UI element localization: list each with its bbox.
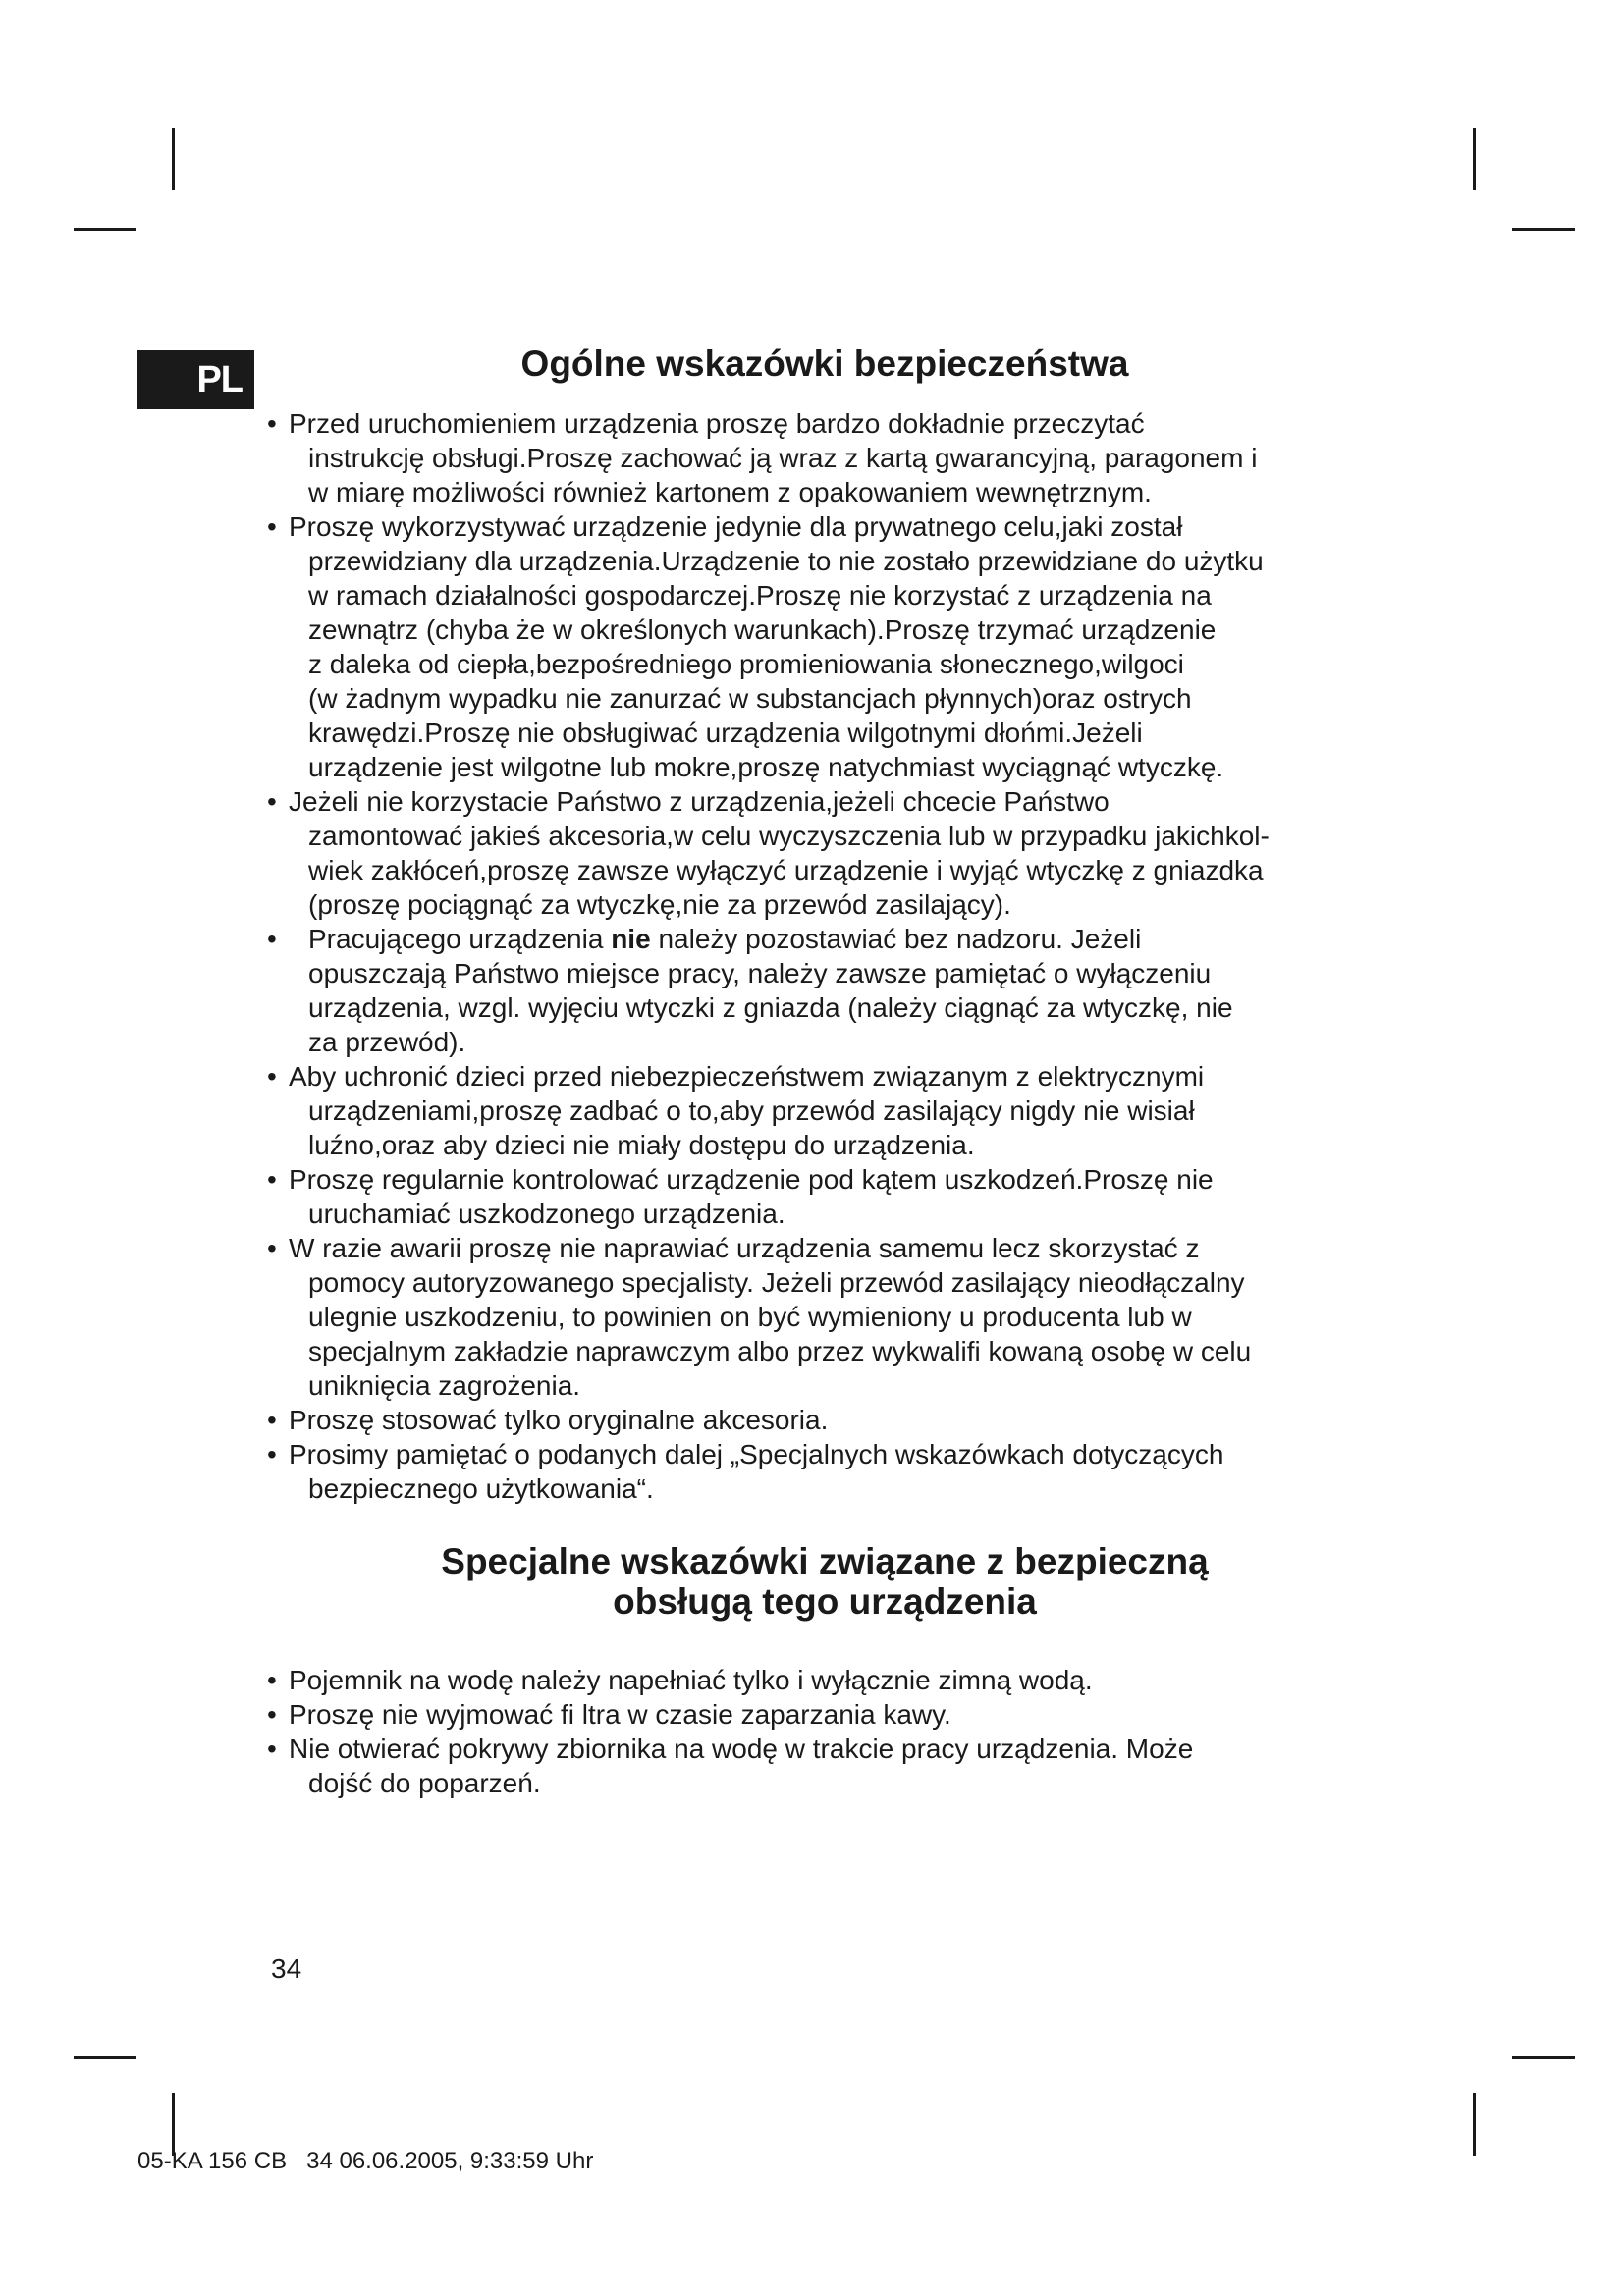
text-line: pomocy autoryzowanego specjalisty. Jeżeli przewód zasilający nieodłączalny [308, 1267, 1245, 1298]
list-item [267, 406, 1386, 509]
text-line: (proszę pociągnąć za wtyczkę,nie za przewód zasilający). [308, 889, 1011, 920]
crop-mark-top-right-horizontal [1512, 228, 1575, 231]
text-line: Jeżeli nie korzystacie Państwo z urządzenia,jeżeli chcecie Państwo [289, 786, 1110, 817]
bullet-marker: • [267, 1233, 277, 1263]
language-badge: PL [137, 350, 254, 409]
text-line: uruchamiać uszkodzonego urządzenia. [308, 1199, 785, 1229]
list-item [267, 509, 1386, 784]
bullet-marker: • [267, 1439, 277, 1469]
text-line: dojść do poparzeń. [308, 1768, 541, 1798]
text-line: w miarę możliwości również kartonem z opakowaniem wewnętrznym. [308, 477, 1152, 507]
text-line: ulegnie uszkodzeniu, to powinien on być wymieniony u producenta lub w [308, 1302, 1192, 1332]
list-item [267, 1231, 1386, 1403]
bullet-marker: • [267, 1061, 277, 1092]
list-item [267, 1437, 1386, 1506]
text-line: (w żadnym wypadku nie zanurzać w substancjach płynnych)oraz ostrych [308, 683, 1192, 714]
list-item [267, 1162, 1386, 1231]
text-line: zewnątrz (chyba że w określonych warunkach).Proszę trzymać urządzenie [308, 614, 1217, 645]
text-line: Prosimy pamiętać o podanych dalej „Specjalnych wskazówkach dotyczących [289, 1439, 1224, 1469]
text-line: uniknięcia zagrożenia. [308, 1370, 581, 1401]
text-line: Nie otwierać pokrywy zbiornika na wodę w trakcie pracy urządzenia. Może [289, 1734, 1194, 1764]
text-span: Pracującego urządzenia [308, 924, 612, 954]
list-item [267, 784, 1386, 922]
print-footer: 05-KA 156 CB 34 06.06.2005, 9:33:59 Uhr [137, 2148, 594, 2174]
text-line: z daleka od ciepła,bezpośredniego promieniowania słonecznego,wilgoci [308, 649, 1184, 679]
bullet-marker: • [267, 408, 277, 439]
section-heading-general-safety: Ogólne wskazówki bezpieczeństwa [520, 344, 1129, 384]
text-line: luźno,oraz aby dzieci nie miały dostępu do urządzenia. [308, 1130, 975, 1160]
list-item [267, 1059, 1386, 1162]
text-line: opuszczają Państwo miejsce pracy, należy zawsze pamiętać o wyłączeniu [308, 958, 1212, 988]
bullet-marker: • [267, 1405, 277, 1435]
bullet-marker: • [267, 1665, 277, 1695]
crop-mark-bottom-left-vertical [172, 2093, 175, 2156]
bullet-marker: • [267, 924, 277, 954]
heading-line: Specjalne wskazówki związane z bezpieczną [441, 1541, 1209, 1581]
crop-mark-bottom-left-horizontal [74, 2056, 136, 2059]
crop-mark-bottom-right-horizontal [1512, 2056, 1575, 2059]
text-line: Proszę wykorzystywać urządzenie jedynie dla prywatnego celu,jaki został [289, 511, 1183, 542]
bullet-marker: • [267, 511, 277, 542]
bullet-marker: • [267, 1164, 277, 1195]
text-line: Przed uruchomieniem urządzenia proszę bardzo dokładnie przeczytać [289, 408, 1145, 439]
list-item [267, 922, 1386, 1059]
text-line: Proszę nie wyjmować fi ltra w czasie zaparzania kawy. [289, 1699, 951, 1730]
page-number: 34 [271, 1953, 302, 1984]
crop-mark-bottom-right-vertical [1473, 2093, 1476, 2156]
text-line: Proszę stosować tylko oryginalne akcesoria. [289, 1405, 829, 1435]
text-line: Aby uchronić dzieci przed niebezpieczeństwem związanym z elektrycznymi [289, 1061, 1205, 1092]
emphasis-not: nie [611, 924, 651, 954]
text-line [289, 922, 1386, 956]
list-item [267, 1732, 1386, 1800]
crop-mark-top-right-vertical [1473, 128, 1476, 190]
list-item [267, 1403, 1386, 1437]
text-line: W razie awarii proszę nie naprawiać urządzenia samemu lecz skorzystać z [289, 1233, 1200, 1263]
special-safety-list [267, 1663, 1386, 1800]
text-line: urządzenie jest wilgotne lub mokre,proszę natychmiast wyciągnąć wtyczkę. [308, 752, 1224, 782]
heading-line: obsługą tego urządzenia [613, 1581, 1037, 1623]
text-line: urządzenia, wzgl. wyjęciu wtyczki z gniazda (należy ciągnąć za wtyczkę, nie [308, 992, 1233, 1023]
list-item [267, 1663, 1386, 1697]
text-line: wiek zakłóceń,proszę zawsze wyłączyć urządzenie i wyjąć wtyczkę z gniazdka [308, 855, 1264, 885]
text-line: Pojemnik na wodę należy napełniać tylko i wyłącznie zimną wodą. [289, 1665, 1093, 1695]
section-heading-special-safety [265, 1541, 1384, 1623]
crop-mark-top-left-horizontal [74, 228, 136, 231]
bullet-marker: • [267, 1699, 277, 1730]
crop-mark-top-left-vertical [172, 128, 175, 190]
text-line: przewidziany dla urządzenia.Urządzenie to nie zostało przewidziane do użytku [308, 546, 1264, 576]
general-safety-list [267, 406, 1386, 1506]
text-line: za przewód). [308, 1027, 466, 1057]
bullet-marker: • [267, 1734, 277, 1764]
text-line: urządzeniami,proszę zadbać o to,aby przewód zasilający nigdy nie wisiał [308, 1095, 1195, 1126]
text-line: krawędzi.Proszę nie obsługiwać urządzenia wilgotnymi dłońmi.Jeżeli [308, 718, 1143, 748]
text-line: zamontować jakieś akcesoria,w celu wyczyszczenia lub w przypadku jakichkol- [308, 821, 1270, 851]
text-line: instrukcję obsługi.Proszę zachować ją wraz z kartą gwarancyjną, paragonem i [308, 443, 1258, 473]
text-line: bezpiecznego użytkowania“. [308, 1473, 654, 1504]
text-line: w ramach działalności gospodarczej.Proszę nie korzystać z urządzenia na [308, 580, 1212, 611]
list-item [267, 1697, 1386, 1732]
text-line: specjalnym zakładzie naprawczym albo przez wykwalifi kowaną osobę w celu [308, 1336, 1252, 1366]
text-line: Proszę regularnie kontrolować urządzenie pod kątem uszkodzeń.Proszę nie [289, 1164, 1214, 1195]
text-span: należy pozostawiać bez nadzoru. Jeżeli [650, 924, 1142, 954]
bullet-marker: • [267, 786, 277, 817]
